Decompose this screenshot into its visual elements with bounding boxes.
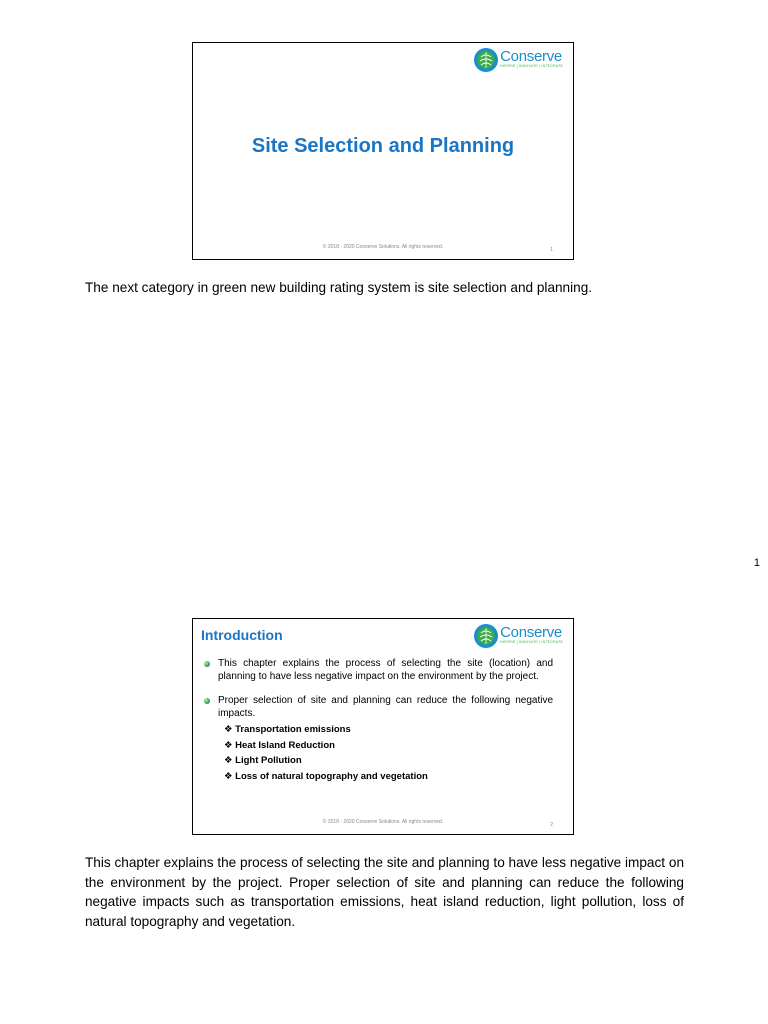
conserve-logo [473,623,563,649]
logo-tagline: INSPIRE | INNOVATE | INTEGRATE [500,640,563,644]
bullet-text: Proper selection of site and planning can reduce the following negative impacts. [218,695,553,719]
slide-title: Introduction [201,627,283,643]
slide-number: 2 [550,822,553,828]
slide-number: 1 [550,247,553,253]
slide-title: Site Selection and Planning [251,135,515,157]
slide-footer: © 2018 - 2020 Conserve Solutions. All rights reserved. [322,819,444,825]
logo-tagline: INSPIRE | INNOVATE | INTEGRATE [500,64,563,68]
slide-2 [192,618,574,835]
bullet-list [203,658,553,784]
globe-icon [473,623,499,649]
globe-icon [473,47,499,73]
slide-footer: © 2018 - 2020 Conserve Solutions. All rights reserved. [322,244,444,250]
page-number: 1 [753,557,760,569]
conserve-logo [473,47,563,73]
logo-name: Conserve [500,48,562,65]
slide-1 [192,42,574,260]
logo-name: Conserve [500,624,562,641]
bullet-item [203,695,553,784]
sub-bullet-item: ❖ Light Pollution [224,755,302,766]
slide-2-caption: This chapter explains the process of selecting the site and planning to have less negative impact on the environment by the project. Proper selection of site and planning can reduce the following negative impacts such as transportation emissions, heat island reduction, light pollution, loss of natural topography and vegetation. [85,855,684,929]
bullet-item [203,658,553,683]
sub-bullet-list [218,722,553,784]
sub-bullet-item: ❖ Transportation emissions [224,724,351,735]
sub-bullet-item: ❖ Loss of natural topography and vegetation [224,770,428,782]
bullet-dot-icon [204,661,210,667]
bullet-dot-icon [204,698,210,704]
sub-bullet-item: ❖ Heat Island Reduction [224,739,335,751]
slide-1-caption: The next category in green new building rating system is site selection and planning. [85,280,593,295]
bullet-text: This chapter explains the process of selecting the site (location) and planning to have less negative impact on the environment by the project. [218,658,553,682]
